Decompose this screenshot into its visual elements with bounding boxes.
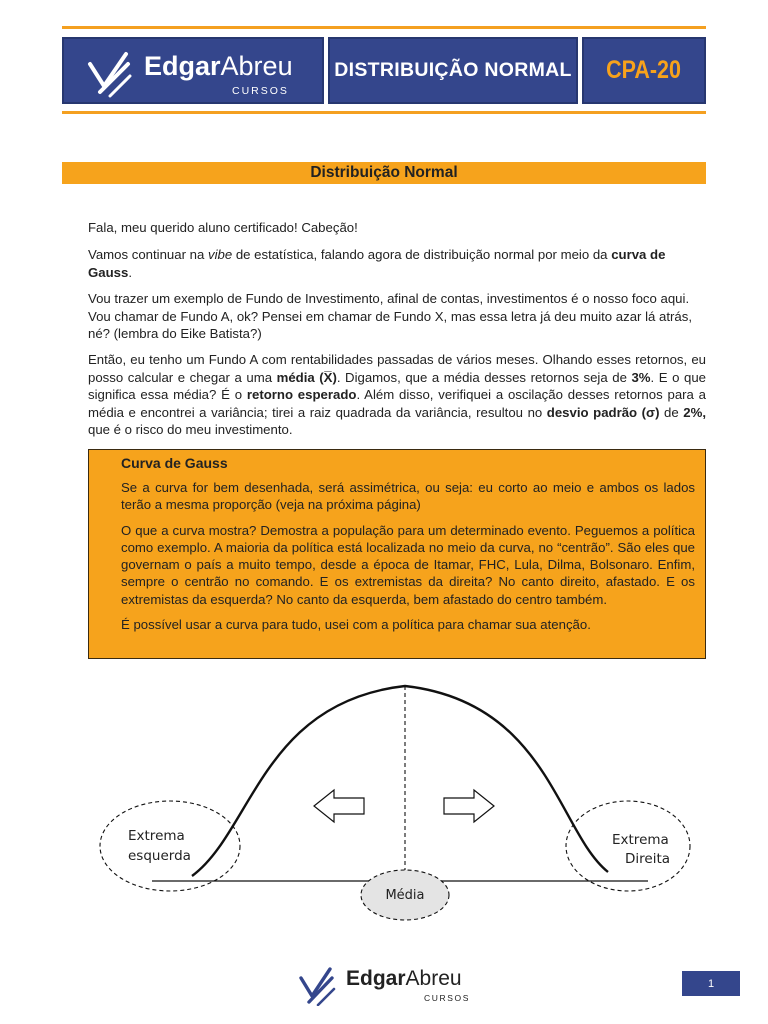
footer-logo (298, 964, 478, 1006)
header-bottom-rule (62, 111, 706, 114)
brand-subtitle: CURSOS (232, 85, 289, 97)
section-title: Distribuição Normal (310, 164, 458, 181)
page-number: 1 (707, 977, 715, 990)
course-code: CPA-20 (606, 56, 682, 84)
center-label: Média (385, 888, 425, 903)
left-label-line-1: Extrema (128, 828, 185, 844)
bell-curve-diagram (62, 672, 706, 928)
left-label-line-2: esquerda (128, 848, 191, 864)
page-number-badge (682, 971, 740, 996)
paragraph-fund-example: Vou trazer um exemplo de Fundo de Investimento, afinal de contas, investimentos é o nosso foco aqui. Vou chamar de Fundo A, ok? Pensei em chamar de Fundo X, mas essa letra já deu muito azar lá atrás, né? (lembra do Eike Batista?) (88, 291, 693, 341)
paragraph-greeting: Fala, meu querido aluno certificado! Cabeção! (88, 220, 358, 235)
callout-paragraph-3: É possível usar a curva para tudo, usei com a política para chamar sua atenção. (121, 617, 591, 633)
header-course-code-box (582, 37, 706, 104)
bell-curve-line (192, 686, 608, 876)
callout-paragraph-2: O que a curva mostra? Demostra a população para um determinado evento. Peguemos a política como exemplo. A maioria da política está localizada no meio da curva, no “centrão”. São eles que governam o país a muito tempo, desde a época de Itamar, FHC, Lula, Dilma, Bolsonaro. Enfim, sempre o centrão no comando. E os extremistas da direita? No canto direito, afastado. E os extremistas da esquerda? No canto da esquerda, bem afastado do centro também. (121, 522, 695, 607)
section-title-bar (62, 162, 706, 184)
paragraph-mean-stddev: Então, eu tenho um Fundo A com rentabilidades passadas de vários meses. Olhando esses retornos, eu posso calcular e chegar a uma média (X̅). Digamos, que a média desses retornos seja de 3%. E o que significa essa média? É o retorno esperado. Além disso, verifiquei a oscilação desses retornos para a média e encontrei a variância; tirei a raiz quadrada da variância, resultou no desvio padrão (σ) de 2%, que é o risco do meu investimento. (88, 352, 706, 437)
arrow-right-icon (444, 790, 494, 822)
edgar-abreu-footer-logo-icon (298, 964, 338, 1006)
right-label-line-2: Direita (625, 851, 671, 867)
right-label-line-1: Extrema (612, 832, 669, 848)
header-top-rule (62, 26, 706, 29)
callout-paragraph-1: Se a curva for bem desenhada, será assimétrica, ou seja: eu corto ao meio e ambos os lados terão a mesma proporção (veja na próxima página) (121, 480, 695, 513)
gauss-callout-box (88, 449, 706, 659)
footer-brand-subtitle: CURSOS (424, 993, 470, 1003)
arrow-left-icon (314, 790, 364, 822)
bell-curve-svg (62, 672, 706, 928)
callout-title: Curva de Gauss (121, 455, 228, 471)
footer-brand-name: EdgarAbreu (346, 967, 462, 990)
doc-title: DISTRIBUIÇÃO NORMAL (334, 59, 572, 81)
brand-name: EdgarAbreu (144, 51, 293, 81)
header-doc-title-box (328, 37, 578, 104)
edgar-abreu-logo-icon (84, 46, 136, 98)
header-logo-box (62, 37, 324, 104)
paragraph-intro: Vamos continuar na vibe de estatística, falando agora de distribuição normal por meio da curva de Gauss. (88, 247, 666, 280)
